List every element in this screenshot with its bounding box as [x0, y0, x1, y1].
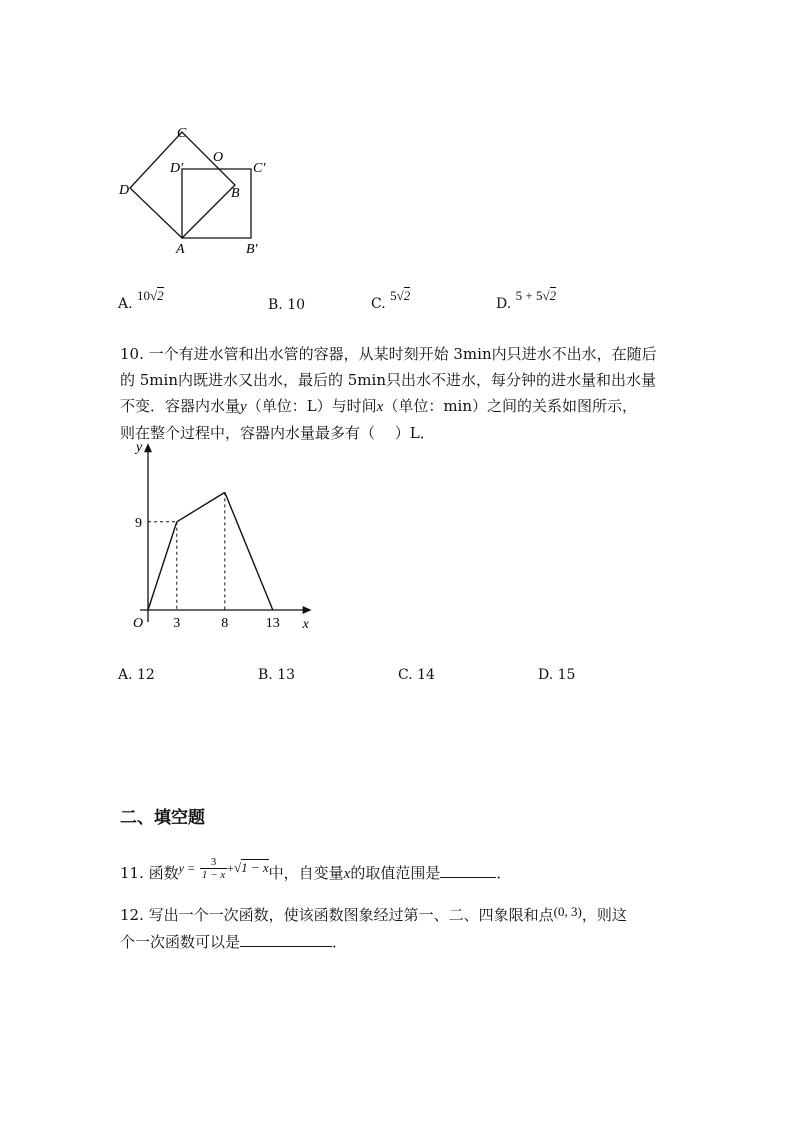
answer-blank[interactable]	[240, 930, 332, 947]
x-tick-label-8: 8	[221, 616, 229, 631]
q12-line-2: 个一次函数可以是 ．	[120, 929, 627, 955]
label-C: C	[177, 126, 187, 141]
label-B-prime: B′	[246, 242, 258, 257]
label-O: O	[213, 150, 224, 165]
q9-option-d[interactable]: D. 5 + 5√2	[496, 288, 557, 312]
q9-option-a[interactable]: A. 10√2	[118, 288, 164, 312]
q9-option-b[interactable]: B. 10	[268, 297, 306, 313]
y-axis-label: y	[136, 440, 143, 456]
q10-line-3: 不变．容器内水量y（单位：L）与时间x（单位：min）之间的关系如图所示，	[120, 397, 638, 415]
origin-label: O	[133, 616, 144, 631]
x-axis-arrow	[303, 606, 312, 614]
fraction: $\frac{3}{1 - x}$	[201, 855, 226, 881]
q10-option-a[interactable]: A. 12	[118, 667, 155, 683]
q12-text	[120, 902, 627, 955]
x-tick-label-13: 13	[265, 616, 280, 631]
q10-option-b[interactable]: B. 13	[258, 667, 296, 683]
q10-line-2: 的 5min内既进水又出水，最后的 5min只出水不进水，每分钟的进水量和出水量	[120, 371, 656, 389]
square-root: √1 − x	[233, 860, 269, 875]
label-A: A	[176, 242, 185, 257]
q11-text: 11. 函数$^{y =}$ $\frac{3}{1 - x}$ +√1 − x中，自变量x的取值范围是 ．	[120, 855, 512, 882]
label-B: B	[231, 186, 240, 201]
q12-line-1: 12. 写出一个一次函数，使该函数图象经过第一、二、四象限和点(0, 3)，则这	[120, 904, 627, 924]
section-heading: 二、填空题	[120, 808, 205, 828]
x-axis-label: x	[302, 617, 309, 632]
q9-option-c[interactable]: C. 5√2	[371, 288, 411, 312]
label-C-prime: C′	[253, 161, 266, 176]
q10-option-d[interactable]: D. 15	[538, 667, 576, 683]
x-tick-label-3: 3	[173, 616, 181, 631]
water-volume-chart	[120, 440, 330, 640]
q10-line-1: 10. 一个有进水管和出水管的容器，从某时刻开始 3min内只进水不出水，在随后	[120, 345, 657, 363]
q10-option-c[interactable]: C. 14	[398, 667, 435, 683]
square-figure	[110, 118, 280, 268]
series-segment-2	[177, 492, 225, 521]
q10-line-4: 则在整个过程中，容器内水量最多有（ ）L．	[120, 424, 435, 442]
label-D: D	[119, 183, 130, 198]
series-segment-3	[225, 492, 273, 610]
answer-blank[interactable]	[440, 861, 496, 878]
label-D-prime: D′	[170, 161, 184, 176]
y-tick-label-9: 9	[135, 515, 142, 531]
series-segment-1	[148, 522, 177, 610]
q10-text	[120, 341, 657, 446]
